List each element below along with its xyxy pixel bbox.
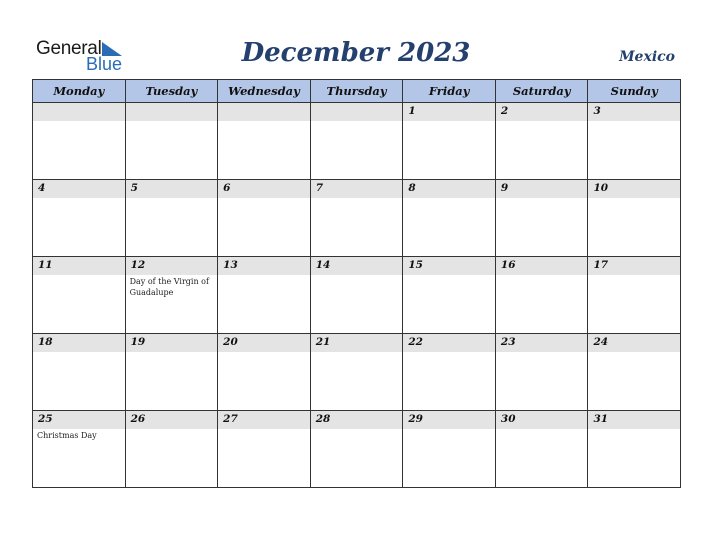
day-number: 26 — [130, 413, 146, 425]
day-number: 13 — [223, 259, 238, 271]
day-cell — [33, 180, 126, 257]
day-cell — [496, 257, 589, 334]
day-number: 29 — [408, 413, 423, 425]
day-number-bar — [496, 103, 588, 121]
holiday-label: Day of the Virgin of Guadalupe — [129, 277, 209, 297]
day-cell — [496, 103, 589, 180]
day-cell — [218, 257, 311, 334]
day-number-bar — [218, 103, 310, 121]
day-number-bar — [33, 180, 125, 198]
day-cell — [311, 180, 404, 257]
day-number-bar — [218, 180, 310, 198]
calendar-weeks — [33, 103, 681, 488]
day-cell — [126, 411, 219, 488]
day-cell — [496, 180, 589, 257]
weekday-header: Monday — [33, 80, 126, 103]
day-number-bar — [588, 103, 680, 121]
day-number: 4 — [38, 182, 46, 194]
week-row — [33, 411, 681, 488]
day-number: 8 — [408, 182, 416, 194]
day-number: 30 — [500, 413, 516, 425]
day-cell — [588, 103, 681, 180]
day-number-bar — [33, 103, 125, 121]
day-number: 16 — [500, 259, 516, 271]
day-number: 31 — [593, 413, 609, 425]
day-number: 7 — [315, 182, 324, 194]
day-cell — [588, 411, 681, 488]
day-number: 23 — [500, 336, 516, 348]
day-number: 25 — [38, 413, 53, 425]
logo-word-blue: Blue — [86, 54, 123, 74]
day-cell — [218, 411, 311, 488]
day-cell — [403, 180, 496, 257]
week-row — [33, 180, 681, 257]
weekday-header: Sunday — [588, 80, 681, 103]
day-number-bar — [403, 180, 495, 198]
day-number: 1 — [408, 105, 416, 117]
day-cell — [33, 411, 126, 488]
day-cell — [218, 180, 311, 257]
day-cell — [33, 103, 126, 180]
day-number: 3 — [593, 105, 601, 117]
day-number: 6 — [223, 182, 231, 194]
day-number: 17 — [593, 259, 609, 271]
country-label: Mexico — [619, 49, 675, 65]
day-cell — [311, 411, 404, 488]
day-number-bar — [496, 180, 588, 198]
day-number-bar — [126, 103, 218, 121]
day-number: 19 — [130, 336, 146, 348]
day-number: 21 — [315, 336, 331, 348]
day-cell — [126, 103, 219, 180]
day-number: 18 — [38, 336, 53, 348]
day-cell — [403, 103, 496, 180]
day-number-bar — [403, 103, 495, 121]
day-number-bar — [311, 103, 403, 121]
week-row — [33, 334, 681, 411]
day-number: 10 — [593, 182, 609, 194]
day-cell — [496, 334, 589, 411]
day-number: 5 — [130, 182, 138, 194]
day-cell — [403, 411, 496, 488]
week-row — [33, 257, 681, 334]
day-number-bar — [126, 180, 218, 198]
day-number: 22 — [408, 336, 423, 348]
day-cell — [311, 334, 404, 411]
week-row — [33, 103, 681, 180]
weekday-header: Tuesday — [126, 80, 219, 103]
day-cell — [126, 257, 219, 334]
day-cell — [311, 103, 404, 180]
calendar-title: December 2023 — [241, 38, 471, 68]
day-number: 20 — [223, 336, 238, 348]
day-cell — [126, 180, 219, 257]
day-cell — [588, 257, 681, 334]
weekday-header-row — [33, 80, 681, 103]
day-cell — [403, 257, 496, 334]
day-number-bar — [311, 180, 403, 198]
day-cell — [33, 334, 126, 411]
weekday-header: Wednesday — [218, 80, 311, 103]
day-cell — [218, 103, 311, 180]
holiday-label: Christmas Day — [37, 431, 97, 440]
day-cell — [126, 334, 219, 411]
day-number: 12 — [130, 259, 146, 271]
day-number: 2 — [500, 105, 509, 117]
day-number: 14 — [315, 259, 331, 271]
calendar-grid — [32, 79, 681, 488]
day-cell — [588, 180, 681, 257]
day-number: 28 — [315, 413, 331, 425]
day-cell — [218, 334, 311, 411]
weekday-header: Thursday — [311, 80, 404, 103]
weekday-header: Saturday — [496, 80, 589, 103]
logo-word-general: General — [36, 38, 102, 59]
day-cell — [311, 257, 404, 334]
day-cell — [588, 334, 681, 411]
day-number: 11 — [38, 259, 53, 271]
day-cell — [33, 257, 126, 334]
day-number: 24 — [593, 336, 609, 348]
day-number: 9 — [500, 182, 509, 194]
day-number: 27 — [223, 413, 238, 425]
day-number: 15 — [408, 259, 423, 271]
day-cell — [403, 334, 496, 411]
weekday-header: Friday — [403, 80, 496, 103]
day-cell — [496, 411, 589, 488]
